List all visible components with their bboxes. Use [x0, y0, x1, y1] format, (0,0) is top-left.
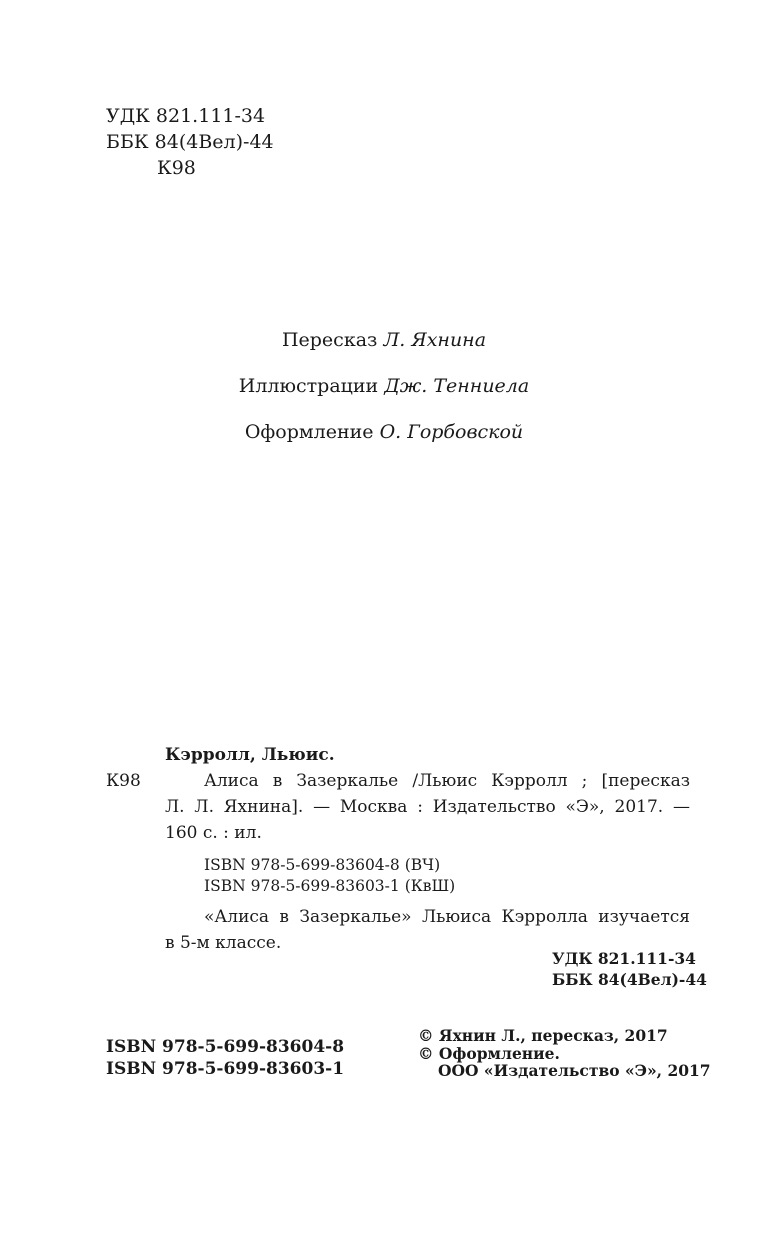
catalog-author-heading: Кэрролл, Льюис.: [165, 745, 335, 765]
credit-role: Иллюстрации: [238, 375, 379, 397]
credit-design: [0, 419, 768, 445]
catalog-description-line: Алиса в Зазеркалье /Льюис Кэрролл ; [пересказ: [204, 771, 690, 791]
udk-code: УДК 821.111-34: [106, 105, 266, 127]
credit-illustrations: [0, 373, 768, 399]
bottom-isbn: ISBN 978-5-699-83603-1: [106, 1059, 345, 1079]
catalog-annotation-line: в 5-м классе.: [165, 933, 282, 953]
catalog-bbk: ББК 84(4Вел)-44: [552, 970, 707, 989]
credit-retelling: [0, 327, 768, 353]
catalog-isbn: ISBN 978-5-699-83603-1 (КвШ): [204, 877, 456, 895]
catalog-description-line: Л. Л. Яхнина]. — Москва : Издательство «Э», 2017. —: [165, 797, 690, 817]
copyright-line: © Яхнин Л., пересказ, 2017: [418, 1026, 668, 1045]
catalog-isbn: ISBN 978-5-699-83604-8 (ВЧ): [204, 856, 441, 874]
catalog-sign: К98: [106, 771, 141, 791]
credit-name: О. Горбовской: [379, 421, 524, 443]
copyright-line: ООО «Издательство «Э», 2017: [438, 1061, 711, 1080]
credit-role: Пересказ: [281, 329, 378, 351]
catalog-description-line: 160 с. : ил.: [165, 823, 262, 843]
credit-role: Оформление: [244, 421, 374, 443]
copyright-line: © Оформление.: [418, 1044, 560, 1063]
credit-name: Дж. Тенниела: [384, 375, 530, 397]
credit-name: Л. Яхнина: [383, 329, 487, 351]
catalog-udk: УДК 821.111-34: [552, 949, 696, 968]
bbk-code: ББК 84(4Вел)-44: [106, 131, 274, 153]
author-sign: К98: [157, 157, 196, 179]
bottom-isbn: ISBN 978-5-699-83604-8: [106, 1037, 345, 1057]
catalog-annotation-line: «Алиса в Зазеркалье» Льюиса Кэрролла изучается: [204, 907, 690, 927]
